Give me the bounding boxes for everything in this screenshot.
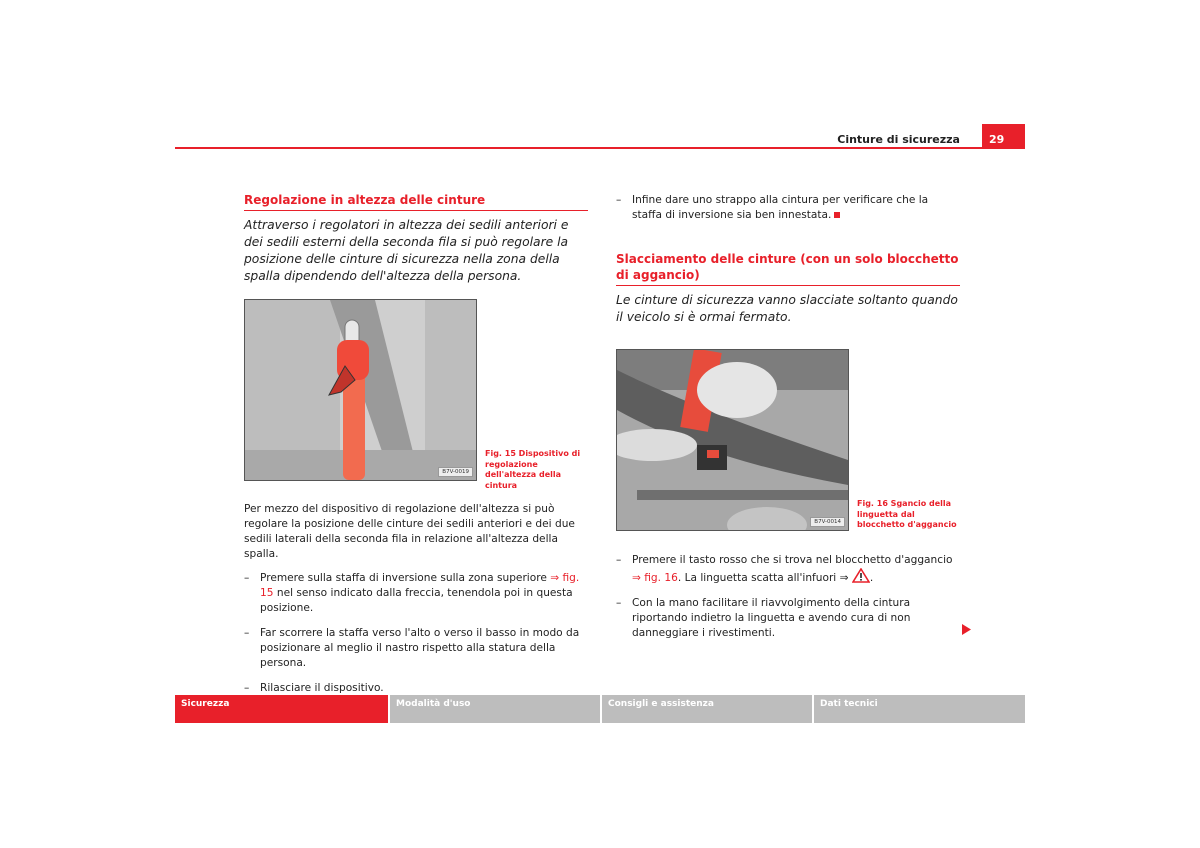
section-heading: Slacciamento delle cinture (con un solo blocchetto di aggancio) (616, 251, 960, 286)
figure-link[interactable]: ⇒ fig. 16 (632, 572, 678, 584)
header-rule (175, 147, 1025, 149)
belt-height-adjuster-illustration (245, 300, 476, 480)
figure-16-image (616, 349, 849, 531)
end-marker-icon (834, 212, 840, 218)
intro-text: Attraverso i regolatori in altezza dei sedili anteriori e dei sedili esterni della seconda fila si può regolare la posizione delle cinture di sicurezza nella zona della spalla dipendendo dell'altezza della persona. (244, 218, 569, 283)
left-body (244, 502, 588, 696)
right-column (616, 193, 960, 326)
figure-code: B7V-0014 (810, 517, 845, 527)
list-item: – Infine dare uno strappo alla cintura per verificare che la staffa di inversione sia ben innestata. (616, 193, 960, 223)
list-item: – Con la mano facilitare il riavvolgimento della cintura riportando indietro la linguetta e avendo cura di non danneggiare i rivestimenti. (616, 596, 960, 641)
figure-15-image (244, 299, 477, 481)
figure-code: B7V-0019 (438, 467, 473, 477)
section-heading: Regolazione in altezza delle cinture (244, 192, 588, 211)
footer-tab-consigli-assistenza[interactable]: Consigli e assistenza (602, 695, 812, 723)
figure-link[interactable]: ⇒ fig. 15 (260, 572, 580, 599)
footer-tab-sicurezza[interactable]: Sicurezza (175, 695, 388, 723)
continue-arrow-icon (962, 624, 972, 635)
list-item: – Far scorrere la staffa verso l'alto o verso il basso in modo da posizionare al meglio il nastro rispetto alla statura della persona. (244, 626, 588, 671)
figure-15-caption: Fig. 15 Dispositivo di regolazione dell'altezza della cintura (485, 449, 581, 490)
left-column (244, 192, 588, 285)
body-paragraph: Per mezzo del dispositivo di regolazione dell'altezza si può regolare la posizione delle cinture dei sedili anteriori e dei due sedili laterali della seconda fila in relazione all'altezza della spalla. (244, 503, 575, 560)
list-item: – Premere il tasto rosso che si trova nel blocchetto d'aggancio ⇒ fig. 16. La linguetta scatta all'infuori ⇒ . (616, 553, 960, 586)
figure-16-caption: Fig. 16 Sgancio della linguetta dal blocchetto d'aggancio (857, 499, 957, 529)
right-body (616, 553, 960, 641)
section-title: Cinture di sicurezza (837, 133, 960, 146)
footer-tab-dati-tecnici[interactable]: Dati tecnici (814, 695, 1025, 723)
list-item: – Premere sulla staffa di inversione sulla zona superiore ⇒ fig. 15 nel senso indicato dalla freccia, tenendola poi in questa posizione. (244, 571, 588, 616)
intro-text: Le cinture di sicurezza vanno slacciate soltanto quando il veicolo si è ormai fermato. (616, 293, 958, 324)
page-number: 29 (982, 124, 1025, 148)
belt-release-illustration (617, 350, 848, 530)
list-item: – Rilasciare il dispositivo. (244, 681, 588, 696)
footer-tab-modalita-uso[interactable]: Modalità d'uso (390, 695, 600, 723)
warning-triangle-icon[interactable] (852, 568, 870, 583)
